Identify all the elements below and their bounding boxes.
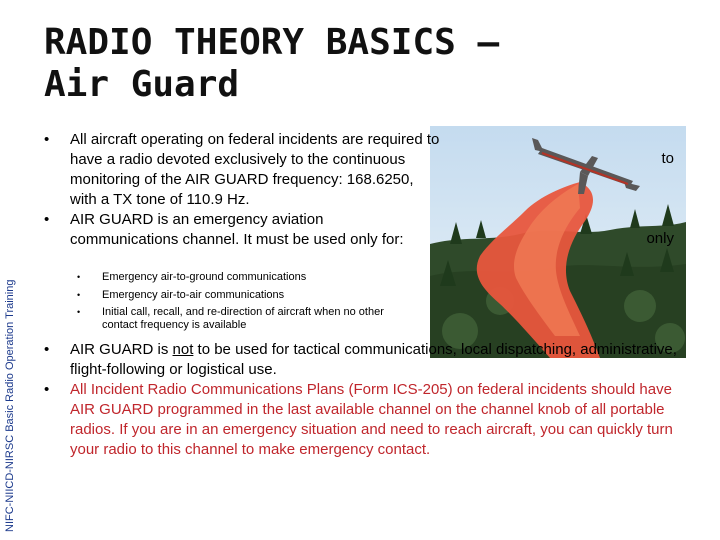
bullet-text-3-emphasis: not (172, 341, 194, 358)
sub-bullet-1 (77, 271, 412, 284)
sub-bullet-dot-icon: • (77, 307, 81, 317)
sub-bullet-dot-icon: • (77, 272, 81, 282)
sub-bullet-dot-icon: • (77, 290, 81, 300)
bullet-text-3-post: to be used for tactical communications, local dispatching, administrative, flight-following or logistical use. (70, 341, 677, 378)
bullet-text-2: AIR GUARD is an emergency aviation communications channel. It must be used only for: (70, 211, 404, 248)
sub-bullet-text-3: Initial call, recall, and re-direction of aircraft when no other contact frequency is available (102, 306, 384, 331)
title-line-1: RADIO THEORY BASICS – (44, 22, 500, 63)
bullet-dot-icon: • (44, 381, 50, 398)
sub-bullet-2 (77, 289, 412, 302)
bullet-text-3-pre: AIR GUARD is (70, 341, 173, 358)
photo-overflow-word-only: only (646, 230, 674, 247)
bullet-text-1: All aircraft operating on federal incidents are required to have a radio devoted exclusively to the continuous monitoring of the AIR GUARD frequency: 168.6250, with a TX tone of 110.9 Hz. (70, 131, 440, 208)
bullet-dot-icon: • (44, 341, 50, 358)
sub-bullet-text-2: Emergency air-to-air communications (102, 289, 285, 301)
sub-bullet-3 (77, 306, 412, 332)
bullet-dot-icon: • (44, 211, 50, 228)
title-line-2: Air Guard (44, 64, 240, 105)
bullet-item-3 (44, 340, 680, 380)
bullet-dot-icon: • (44, 131, 50, 148)
side-footer-label: NIFC-NIICD-NIRSC Basic Radio Operation Training (4, 279, 16, 532)
photo-overflow-word-to: to (661, 150, 674, 167)
bullet-item-1 (44, 130, 440, 210)
bullet-item-2 (44, 210, 410, 250)
slide-title (44, 22, 499, 106)
bullet-item-4 (44, 380, 680, 460)
bullet-text-4: All Incident Radio Communications Plans (Form ICS-205) on federal incidents should have AIR GUARD programmed in the last available channel on the channel knob of all portable radios. If you are in an emergency situation and need to reach aircraft, you can quickly turn your radio to this channel to make emergency contact. (70, 381, 673, 458)
air-tanker-photo (430, 126, 686, 358)
sub-bullet-text-1: Emergency air-to-ground communications (102, 271, 307, 283)
